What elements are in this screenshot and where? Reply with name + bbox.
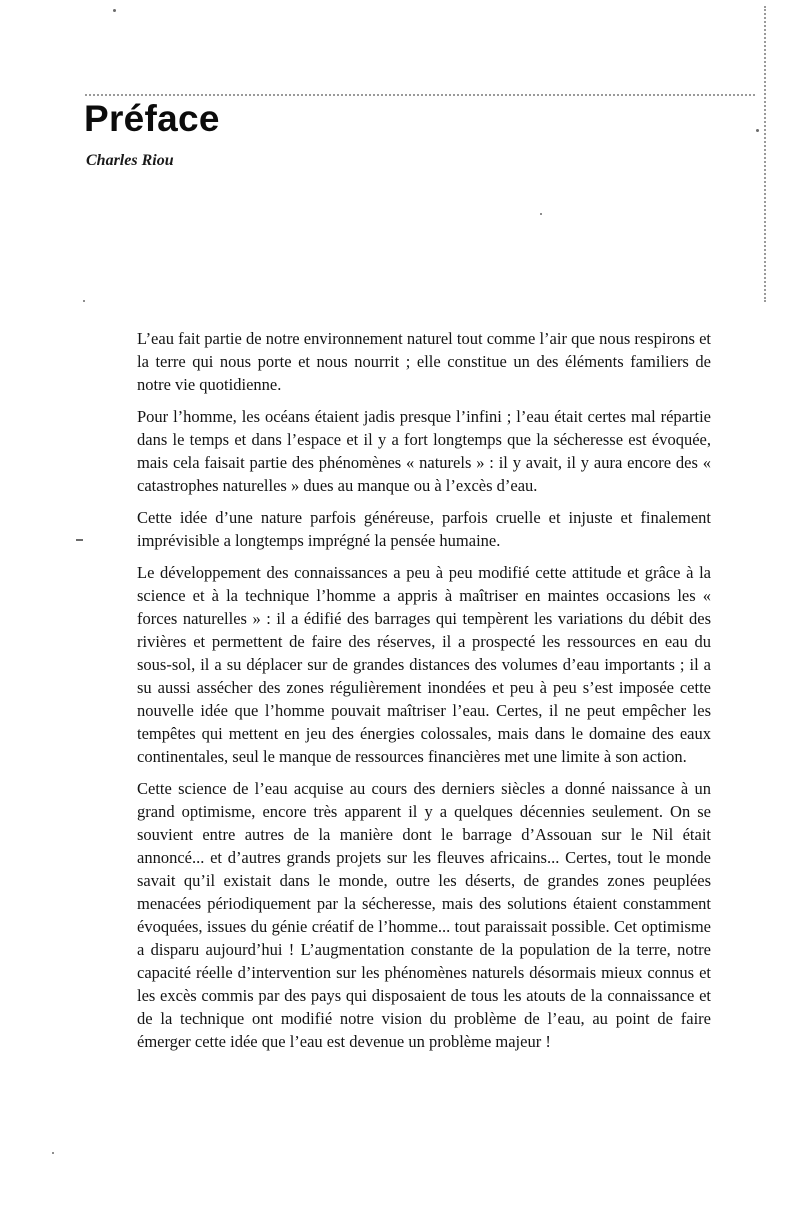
author-name: Charles Riou (86, 152, 174, 169)
dotted-top-rule (85, 94, 755, 96)
preface-body (137, 327, 711, 1053)
page-title: Préface (84, 98, 220, 139)
dotted-right-rule (764, 6, 766, 302)
scan-speck (540, 213, 542, 215)
preface-paragraph-5: Cette science de l’eau acquise au cours des derniers siècles a donné naissance à un grand optimisme, encore très apparent il y a quelques décennies seulement. On se souvient entre autres de la manière dont le barrage d’Assouan sur le Nil était annoncé... et d’autres grands projets sur les fleuves africains... Certes, tout le monde savait qu’il existait dans le monde, outre les déserts, de grandes zones peuplées menacées périodiquement par la sécheresse, mais des solutions étaient constamment évoquées, issues du génie créatif de l’homme... tout paraissait possible. Cet optimisme a disparu aujourd’hui ! L’augmentation constante de la population de la terre, notre capacité réelle d’intervention sur les phénomènes naturels désormais mieux connus et les excès commis par des pays qui disposaient de tous les atouts de la connaissance et de la technique ont modifié notre vision du problème de l’eau, au point de faire émerger cette idée que l’eau est devenue un problème majeur ! (137, 779, 711, 1051)
scan-speck (756, 129, 759, 132)
preface-paragraph-1: L’eau fait partie de notre environnement naturel tout comme l’air que nous respirons et la terre qui nous porte et nous nourrit ; elle constitue un des éléments familiers de notre vie quotidienne. (137, 329, 711, 394)
scan-speck (76, 539, 83, 541)
preface-paragraph-4: Le développement des connaissances a peu à peu modifié cette attitude et grâce à la science et à la technique l’homme a appris à maîtriser en maintes occasions les « forces naturelles » : il a édifié des barrages qui tempèrent les variations du débit des rivières et permettent de faire des réserves, il a prospecté les ressources en eau du sous-sol, il a su déplacer sur de grandes distances des volumes d’eau importants ; il a su aussi assécher des zones régulièrement inondées et peu à peu s’est imposée cette nouvelle idée que l’homme pouvait maîtriser l’eau. Certes, il ne peut empêcher les tempêtes qui mettent en jeu des énergies colossales, mais dans le domaine des eaux continentales, seul le manque de ressources financières met une limite à son action. (137, 563, 711, 766)
scan-speck (113, 9, 116, 12)
preface-paragraph-3: Cette idée d’une nature parfois généreuse, parfois cruelle et injuste et finalement imprévisible a longtemps imprégné la pensée humaine. (137, 508, 711, 550)
scan-speck (83, 300, 85, 302)
scan-speck (52, 1152, 54, 1154)
preface-paragraph-2: Pour l’homme, les océans étaient jadis presque l’infini ; l’eau était certes mal répartie dans le temps et dans l’espace et il y a fort longtemps que la sécheresse est évoquée, mais cela faisait partie des phénomènes « naturels » : il y avait, il y aura encore des « catastrophes naturelles » dues au manque ou à l’excès d’eau. (137, 407, 711, 495)
